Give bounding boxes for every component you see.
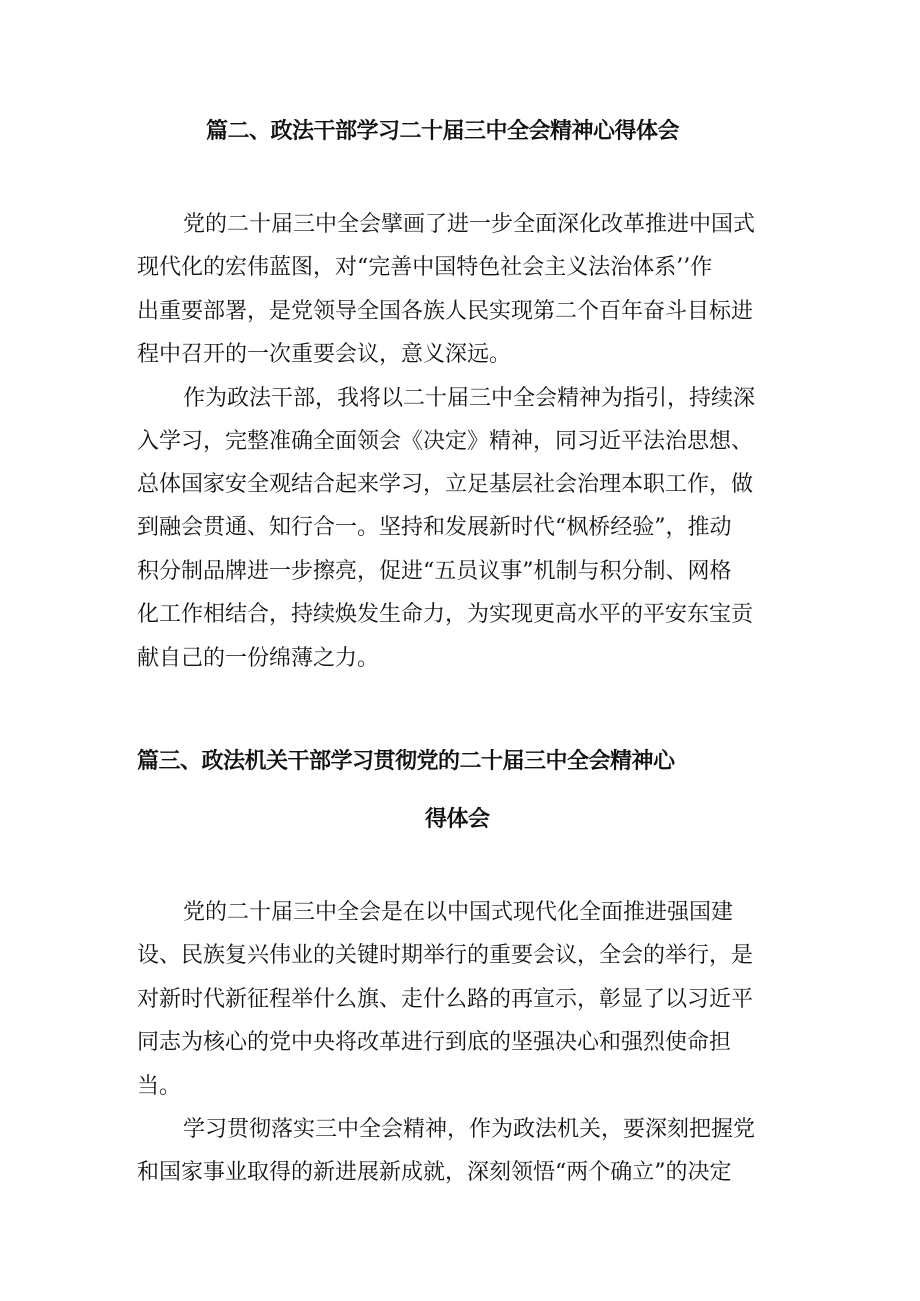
paragraph-line: 设、民族复兴伟业的关键时期举行的重要会议，全会的举行，是 <box>137 943 754 968</box>
paragraph-line: 当。 <box>137 1074 182 1099</box>
paragraph-line: 程中召开的一次重要会议，意义深远。 <box>137 342 512 367</box>
paragraph-line: 党的二十届三中全会是在以中国式现代化全面推进强国建 <box>183 900 734 925</box>
section3-title-line-1: 篇三、政法机关干部学习贯彻党的二十届三中全会精神心 <box>137 749 675 774</box>
paragraph-line: 献自己的一份绵薄之力。 <box>137 646 380 671</box>
paragraph-line: 作为政法干部，我将以二十届三中全会精神为指引，持续深 <box>183 386 756 411</box>
paragraph-line: 入学习，完整准确全面领会《决定》精神，同习近平法治思想、 <box>137 429 754 454</box>
paragraph-line: 总体国家安全观结合起来学习，立足基层社会治理本职工作，做 <box>137 472 754 497</box>
paragraph-line: 党的二十届三中全会擘画了进一步全面深化改革推进中国式 <box>183 212 756 237</box>
paragraph-line: 学习贯彻落实三中全会精神，作为政法机关，要深刻把握党 <box>183 1117 756 1142</box>
paragraph-line: 现代化的宏伟蓝图，对“完善中国特色社会主义法治体系’’作 <box>137 255 713 280</box>
section2-title: 篇二、政法干部学习二十届三中全会精神心得体会 <box>206 119 680 144</box>
paragraph-line: 对新时代新征程举什么旗、走什么路的再宣示，彰显了以习近平 <box>137 987 754 1012</box>
paragraph-line: 和国家事业取得的新进展新成就，深刻领悟“两个确立”的决定 <box>137 1160 732 1185</box>
section3-title-line-2: 得体会 <box>425 807 490 832</box>
paragraph-line: 同志为核心的党中央将改革进行到底的坚强决心和强烈使命担 <box>137 1030 732 1055</box>
paragraph-line: 积分制品牌进一步擦亮，促进“五员议事”机制与积分制、网格 <box>137 559 732 584</box>
paragraph-line: 到融会贯通、知行合一。坚持和发展新时代“枫桥经验”，推动 <box>137 515 732 540</box>
paragraph-line: 出重要部署，是党领导全国各族人民实现第二个百年奋斗目标进 <box>137 299 754 324</box>
paragraph-line: 化工作相结合，持续焕发生命力，为实现更高水平的平安东宝贡 <box>137 602 754 627</box>
